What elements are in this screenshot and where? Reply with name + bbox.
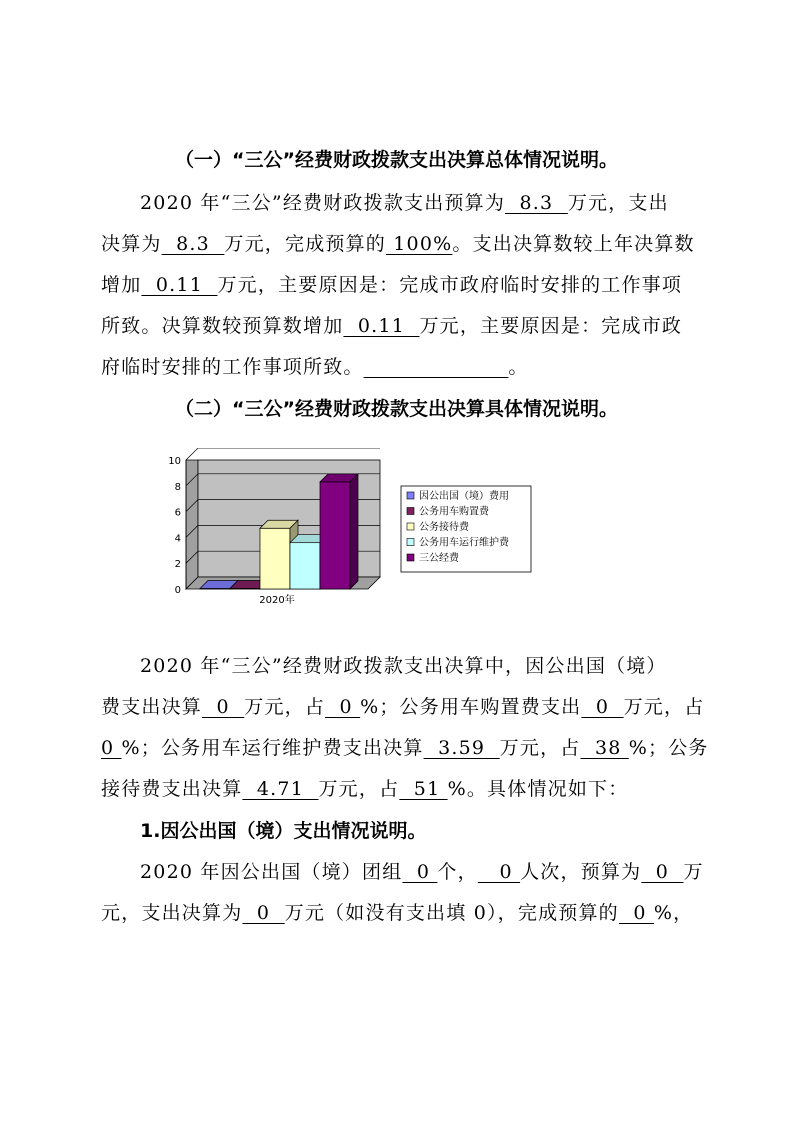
bar <box>290 543 320 589</box>
legend-label: 公务接待费 <box>419 522 469 533</box>
para1-line4 <box>101 311 682 338</box>
completion-rate: 100% <box>386 233 453 255</box>
legend-swatch <box>407 508 414 515</box>
para1-line1 <box>140 188 669 215</box>
increase-value-2: 0.11 <box>343 315 420 337</box>
text: 。 <box>508 356 529 378</box>
bar-side <box>350 474 358 589</box>
text: %；公务用车购置费支出 <box>360 696 582 718</box>
para3-line2 <box>101 898 693 925</box>
subsection-heading-overseas: 1.因公出国（境）支出情况说明。 <box>140 820 427 842</box>
overseas-rate: 0 <box>618 902 654 924</box>
reception-percent: 51 <box>399 778 448 800</box>
para2-line4 <box>101 774 628 801</box>
text: 所致。决算数较预算数增加 <box>101 315 344 337</box>
para1-line5 <box>101 352 529 379</box>
chart-legend <box>401 486 531 572</box>
para1-line2 <box>101 229 695 256</box>
text: 2020 年因公出国（境）团组 <box>140 861 403 883</box>
vehicle-purchase-percent: 0 <box>101 737 122 759</box>
group-count: 0 <box>402 861 438 883</box>
text: 府临时安排的工作事项所致。 <box>101 356 364 378</box>
overseas-actual: 0 <box>242 902 285 924</box>
legend-label: 三公经费 <box>419 553 459 564</box>
y-tick-label: 2 <box>174 559 181 571</box>
legend-swatch <box>407 539 414 546</box>
text: 万 <box>683 861 704 883</box>
legend-swatch <box>407 523 414 530</box>
text: 万元，主要原因是：完成市政府临时安排的工作事项 <box>217 274 683 296</box>
legend-swatch <box>407 492 414 499</box>
increase-value-1: 0.11 <box>141 274 218 296</box>
legend-label: 因公出国（境）费用 <box>419 491 509 502</box>
text: 万元，占 <box>244 696 326 718</box>
text: 人次，预算为 <box>520 861 642 883</box>
gridline <box>186 448 380 460</box>
legend-label: 公务用车购置费 <box>419 506 489 518</box>
section-heading-overall: （一）“三公”经费财政拨款支出决算总体情况说明。 <box>175 149 618 171</box>
vehicle-maintenance-value: 3.59 <box>423 737 500 759</box>
text: 万元，占 <box>623 696 705 718</box>
overseas-budget: 0 <box>641 861 684 883</box>
text: 万元，支出 <box>567 192 669 214</box>
vehicle-maintenance-percent: 38 <box>580 737 629 759</box>
legend-swatch <box>407 554 414 561</box>
text: %， <box>653 902 694 924</box>
y-tick-label: 8 <box>174 481 181 493</box>
budget-value: 8.3 <box>505 192 568 214</box>
expense-bar-chart <box>158 448 538 608</box>
para2-line2 <box>101 692 704 719</box>
text: %；公务用车运行维护费支出决算 <box>121 737 424 759</box>
vehicle-purchase-value: 0 <box>581 696 624 718</box>
text: 决算为 <box>101 233 162 255</box>
text: 万元，占 <box>499 737 581 759</box>
text: 费支出决算 <box>101 696 203 718</box>
y-tick-label: 10 <box>168 456 181 467</box>
bar <box>260 528 290 589</box>
text: 万元，主要原因是：完成市政 <box>419 315 683 337</box>
y-tick-label: 0 <box>174 585 181 596</box>
para2-line3 <box>101 733 709 760</box>
blank <box>364 356 509 378</box>
y-tick-label: 4 <box>174 533 181 545</box>
text: 。支出决算数较上年决算数 <box>452 233 695 255</box>
legend-label: 公务用车运行维护费 <box>419 537 509 549</box>
person-count: 0 <box>477 861 521 883</box>
section-heading-detail: （二）“三公”经费财政拨款支出决算具体情况说明。 <box>175 398 618 420</box>
y-tick-label: 6 <box>174 507 181 519</box>
para2-line1: 2020 年“三公”经费财政拨款支出决算中，因公出国（境） <box>140 655 667 677</box>
text: 增加 <box>101 274 142 296</box>
overseas-percent: 0 <box>325 696 361 718</box>
text: 万元，占 <box>318 778 400 800</box>
reception-value: 4.71 <box>242 778 319 800</box>
text: 万元（如没有支出填 0），完成预算的 <box>284 902 619 924</box>
text: 2020 年“三公”经费财政拨款支出预算为 <box>140 192 506 214</box>
overseas-value: 0 <box>202 696 245 718</box>
para1-line3 <box>101 270 682 297</box>
text: 个， <box>437 861 478 883</box>
actual-value: 8.3 <box>161 233 225 255</box>
text: %。具体情况如下： <box>447 778 629 800</box>
chart-plot <box>168 448 380 606</box>
text: 元，支出决算为 <box>101 902 243 924</box>
text: 万元，完成预算的 <box>224 233 386 255</box>
x-category-label: 2020年 <box>259 595 295 606</box>
text: 接待费支出决算 <box>101 778 243 800</box>
para3-line1 <box>140 857 704 884</box>
text: %；公务 <box>628 737 709 759</box>
bar <box>320 482 350 589</box>
